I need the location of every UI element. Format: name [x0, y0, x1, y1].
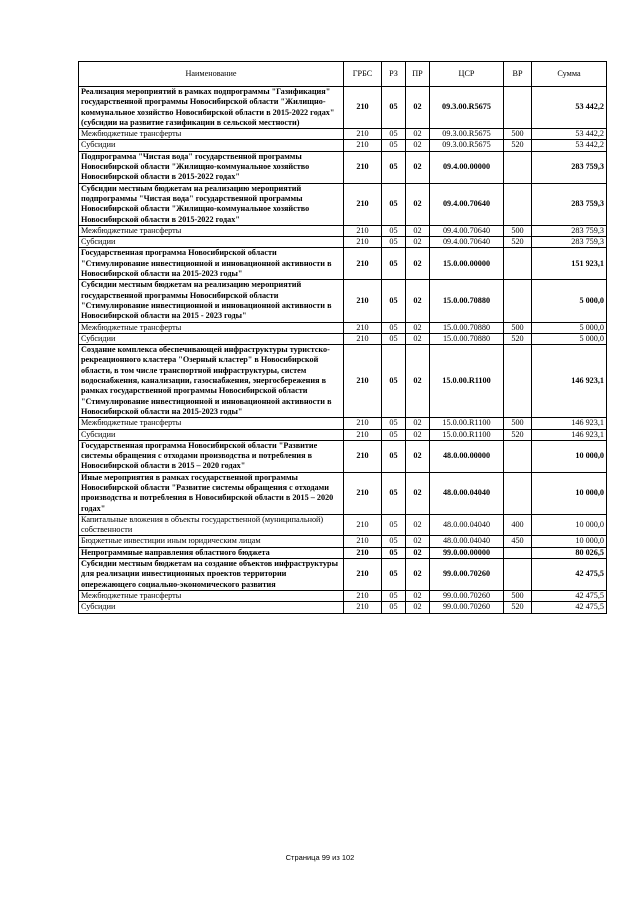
row-grbs-cell: 210	[344, 590, 382, 601]
row-grbs-cell: 210	[344, 602, 382, 613]
row-sum-cell: 283 759,3	[532, 183, 607, 225]
row-rz-cell: 05	[382, 225, 406, 236]
row-rz-cell: 05	[382, 602, 406, 613]
row-sum-cell: 42 475,5	[532, 559, 607, 591]
row-pr-cell: 02	[406, 129, 430, 140]
row-sum-cell: 146 923,1	[532, 418, 607, 429]
row-rz-cell: 05	[382, 440, 406, 472]
row-csr-cell: 15.0.00.70880	[430, 333, 504, 344]
row-pr-cell: 02	[406, 536, 430, 547]
row-sum-cell: 10 000,0	[532, 514, 607, 536]
row-grbs-cell: 210	[344, 559, 382, 591]
table-row	[79, 87, 607, 129]
row-rz-cell: 05	[382, 536, 406, 547]
table-row	[79, 536, 607, 547]
row-name-cell: Бюджетные инвестиции иным юридическим лицам	[79, 536, 344, 547]
row-name-cell: Субсидии местным бюджетам на создание объектов инфраструктуры для реализации инвестиционных проектов территории опережающего социально-экономического развития	[79, 559, 344, 591]
row-pr-cell: 02	[406, 280, 430, 322]
row-csr-cell: 48.0.00.04040	[430, 472, 504, 514]
row-csr-cell: 09.3.00.R5675	[430, 129, 504, 140]
row-grbs-cell: 210	[344, 248, 382, 280]
row-csr-cell: 48.0.00.04040	[430, 536, 504, 547]
row-name-cell: Межбюджетные трансферты	[79, 418, 344, 429]
row-vr-cell: 520	[504, 602, 532, 613]
row-grbs-cell: 210	[344, 418, 382, 429]
row-name-cell: Межбюджетные трансферты	[79, 129, 344, 140]
row-sum-cell: 42 475,5	[532, 602, 607, 613]
row-grbs-cell: 210	[344, 536, 382, 547]
row-name-cell: Межбюджетные трансферты	[79, 225, 344, 236]
table-row	[79, 280, 607, 322]
row-name-cell: Межбюджетные трансферты	[79, 590, 344, 601]
header-sum: Сумма	[532, 62, 607, 87]
row-grbs-cell: 210	[344, 225, 382, 236]
row-csr-cell: 99.0.00.70260	[430, 559, 504, 591]
row-csr-cell: 09.4.00.70640	[430, 183, 504, 225]
row-rz-cell: 05	[382, 514, 406, 536]
row-pr-cell: 02	[406, 559, 430, 591]
table-row	[79, 129, 607, 140]
row-vr-cell: 500	[504, 418, 532, 429]
table-row	[79, 602, 607, 613]
row-name-cell: Реализация мероприятий в рамках подпрограммы "Газификация" государственной программы Новосибирской области "Жилищно-коммунальное хозяйство Новосибирской области в 2015-2022 годах" (субсидии на развитие газификации в сельской местности)	[79, 87, 344, 129]
row-sum-cell: 283 759,3	[532, 225, 607, 236]
row-vr-cell	[504, 345, 532, 418]
row-pr-cell: 02	[406, 418, 430, 429]
row-name-cell: Субсидии	[79, 237, 344, 248]
table-row	[79, 183, 607, 225]
row-csr-cell: 15.0.00.R1100	[430, 429, 504, 440]
table-body	[79, 87, 607, 614]
row-grbs-cell: 210	[344, 333, 382, 344]
row-sum-cell: 53 442,2	[532, 87, 607, 129]
table-row	[79, 225, 607, 236]
row-grbs-cell: 210	[344, 237, 382, 248]
row-name-cell: Субсидии местным бюджетам на реализацию мероприятий государственной программы Новосибирской области "Стимулирование инвестиционной и инновационной активности в Новосибирской области на 2015 - 2023 годы"	[79, 280, 344, 322]
row-pr-cell: 02	[406, 429, 430, 440]
row-name-cell: Субсидии	[79, 333, 344, 344]
row-grbs-cell: 210	[344, 129, 382, 140]
row-pr-cell: 02	[406, 472, 430, 514]
row-csr-cell: 99.0.00.70260	[430, 590, 504, 601]
table-row	[79, 472, 607, 514]
row-rz-cell: 05	[382, 322, 406, 333]
row-rz-cell: 05	[382, 418, 406, 429]
table-row	[79, 590, 607, 601]
row-rz-cell: 05	[382, 129, 406, 140]
row-vr-cell	[504, 280, 532, 322]
row-vr-cell	[504, 440, 532, 472]
row-vr-cell: 500	[504, 590, 532, 601]
table-row	[79, 418, 607, 429]
row-vr-cell	[504, 472, 532, 514]
row-vr-cell	[504, 87, 532, 129]
row-pr-cell: 02	[406, 345, 430, 418]
row-csr-cell: 09.3.00.R5675	[430, 140, 504, 151]
table-row	[79, 333, 607, 344]
row-rz-cell: 05	[382, 183, 406, 225]
table-row	[79, 429, 607, 440]
row-csr-cell: 09.4.00.70640	[430, 237, 504, 248]
row-pr-cell: 02	[406, 322, 430, 333]
row-vr-cell	[504, 183, 532, 225]
row-pr-cell: 02	[406, 183, 430, 225]
row-rz-cell: 05	[382, 559, 406, 591]
header-rz: РЗ	[382, 62, 406, 87]
table-row	[79, 547, 607, 558]
row-sum-cell: 80 026,5	[532, 547, 607, 558]
row-grbs-cell: 210	[344, 140, 382, 151]
row-pr-cell: 02	[406, 237, 430, 248]
row-pr-cell: 02	[406, 590, 430, 601]
row-vr-cell: 500	[504, 322, 532, 333]
table-header-row	[79, 62, 607, 87]
row-rz-cell: 05	[382, 87, 406, 129]
row-pr-cell: 02	[406, 87, 430, 129]
row-csr-cell: 15.0.00.70880	[430, 280, 504, 322]
row-rz-cell: 05	[382, 280, 406, 322]
row-pr-cell: 02	[406, 547, 430, 558]
row-name-cell: Субсидии местным бюджетам на реализацию мероприятий подпрограммы "Чистая вода" государственной программы Новосибирской области "Жилищно-коммунальное хозяйство Новосибирской области в 2015-2022 годах"	[79, 183, 344, 225]
row-name-cell: Создание комплекса обеспечивающей инфраструктуры туристско-рекреационного кластера "Озерный кластер" в Новосибирской области, в том числе транспортной инфраструктуры, систем водоснабжения, канализации, газоснабжения, энергосбережения в рамках государственной программы Новосибирской области "Стимулирование инвестиционной и инновационной активности в Новосибирской области на 2015-2023 годы"	[79, 345, 344, 418]
table-row	[79, 248, 607, 280]
row-sum-cell: 10 000,0	[532, 440, 607, 472]
row-rz-cell: 05	[382, 472, 406, 514]
table-row	[79, 514, 607, 536]
table-row	[79, 322, 607, 333]
row-rz-cell: 05	[382, 237, 406, 248]
row-grbs-cell: 210	[344, 151, 382, 183]
row-vr-cell: 520	[504, 333, 532, 344]
table-row	[79, 237, 607, 248]
row-pr-cell: 02	[406, 602, 430, 613]
page-number: Страница 99 из 102	[285, 853, 355, 862]
row-pr-cell: 02	[406, 333, 430, 344]
row-rz-cell: 05	[382, 429, 406, 440]
row-csr-cell: 99.0.00.00000	[430, 547, 504, 558]
row-name-cell: Непрограммные направления областного бюджета	[79, 547, 344, 558]
row-vr-cell: 520	[504, 429, 532, 440]
row-rz-cell: 05	[382, 590, 406, 601]
table-row	[79, 151, 607, 183]
row-vr-cell: 500	[504, 225, 532, 236]
row-csr-cell: 09.4.00.70640	[430, 225, 504, 236]
row-name-cell: Субсидии	[79, 140, 344, 151]
row-vr-cell: 520	[504, 237, 532, 248]
row-name-cell: Субсидии	[79, 602, 344, 613]
row-vr-cell: 450	[504, 536, 532, 547]
row-vr-cell: 520	[504, 140, 532, 151]
row-name-cell: Субсидии	[79, 429, 344, 440]
row-grbs-cell: 210	[344, 322, 382, 333]
row-grbs-cell: 210	[344, 345, 382, 418]
row-sum-cell: 146 923,1	[532, 345, 607, 418]
header-csr: ЦСР	[430, 62, 504, 87]
table-row	[79, 559, 607, 591]
row-name-cell: Межбюджетные трансферты	[79, 322, 344, 333]
row-rz-cell: 05	[382, 248, 406, 280]
row-name-cell: Государственная программа Новосибирской области "Развитие системы обращения с отходами производства и потребления в Новосибирской области в 2015 – 2020 годах"	[79, 440, 344, 472]
row-grbs-cell: 210	[344, 87, 382, 129]
row-csr-cell: 99.0.00.70260	[430, 602, 504, 613]
row-rz-cell: 05	[382, 333, 406, 344]
row-sum-cell: 5 000,0	[532, 280, 607, 322]
row-name-cell: Иные мероприятия в рамках государственной программы Новосибирской области "Развитие системы обращения с отходами производства и потребления в Новосибирской области в 2015 – 2020 годах"	[79, 472, 344, 514]
row-vr-cell: 500	[504, 129, 532, 140]
row-csr-cell: 15.0.00.70880	[430, 322, 504, 333]
row-csr-cell: 48.0.00.04040	[430, 514, 504, 536]
row-grbs-cell: 210	[344, 280, 382, 322]
row-pr-cell: 02	[406, 514, 430, 536]
row-grbs-cell: 210	[344, 514, 382, 536]
row-sum-cell: 151 923,1	[532, 248, 607, 280]
row-sum-cell: 42 475,5	[532, 590, 607, 601]
row-pr-cell: 02	[406, 151, 430, 183]
row-sum-cell: 283 759,3	[532, 151, 607, 183]
row-rz-cell: 05	[382, 140, 406, 151]
header-vr: ВР	[504, 62, 532, 87]
row-sum-cell: 283 759,3	[532, 237, 607, 248]
row-grbs-cell: 210	[344, 429, 382, 440]
row-vr-cell: 400	[504, 514, 532, 536]
row-csr-cell: 15.0.00.00000	[430, 248, 504, 280]
row-sum-cell: 53 442,2	[532, 140, 607, 151]
row-name-cell: Подпрограмма "Чистая вода" государственной программы Новосибирской области "Жилищно-коммунальное хозяйство Новосибирской области в 2015-2022 годах"	[79, 151, 344, 183]
row-vr-cell	[504, 547, 532, 558]
row-pr-cell: 02	[406, 140, 430, 151]
row-csr-cell: 48.0.00.00000	[430, 440, 504, 472]
row-sum-cell: 5 000,0	[532, 322, 607, 333]
row-name-cell: Капитальные вложения в объекты государственной (муниципальной) собственности	[79, 514, 344, 536]
header-grbs: ГРБС	[344, 62, 382, 87]
row-sum-cell: 10 000,0	[532, 536, 607, 547]
row-grbs-cell: 210	[344, 183, 382, 225]
row-pr-cell: 02	[406, 248, 430, 280]
row-sum-cell: 53 442,2	[532, 129, 607, 140]
table-row	[79, 345, 607, 418]
budget-table	[78, 61, 607, 614]
row-pr-cell: 02	[406, 225, 430, 236]
row-grbs-cell: 210	[344, 472, 382, 514]
row-sum-cell: 146 923,1	[532, 429, 607, 440]
header-pr: ПР	[406, 62, 430, 87]
row-name-cell: Государственная программа Новосибирской области "Стимулирование инвестиционной и инновационной активности в Новосибирской области на 2015-2023 годы"	[79, 248, 344, 280]
table-row	[79, 140, 607, 151]
row-rz-cell: 05	[382, 151, 406, 183]
row-rz-cell: 05	[382, 547, 406, 558]
row-vr-cell	[504, 151, 532, 183]
row-grbs-cell: 210	[344, 547, 382, 558]
row-csr-cell: 09.3.00.R5675	[430, 87, 504, 129]
row-pr-cell: 02	[406, 440, 430, 472]
row-vr-cell	[504, 248, 532, 280]
row-vr-cell	[504, 559, 532, 591]
row-sum-cell: 10 000,0	[532, 472, 607, 514]
table-row	[79, 440, 607, 472]
row-csr-cell: 15.0.00.R1100	[430, 345, 504, 418]
row-rz-cell: 05	[382, 345, 406, 418]
row-csr-cell: 09.4.00.00000	[430, 151, 504, 183]
row-csr-cell: 15.0.00.R1100	[430, 418, 504, 429]
row-sum-cell: 5 000,0	[532, 333, 607, 344]
header-name: Наименование	[79, 62, 344, 87]
row-grbs-cell: 210	[344, 440, 382, 472]
